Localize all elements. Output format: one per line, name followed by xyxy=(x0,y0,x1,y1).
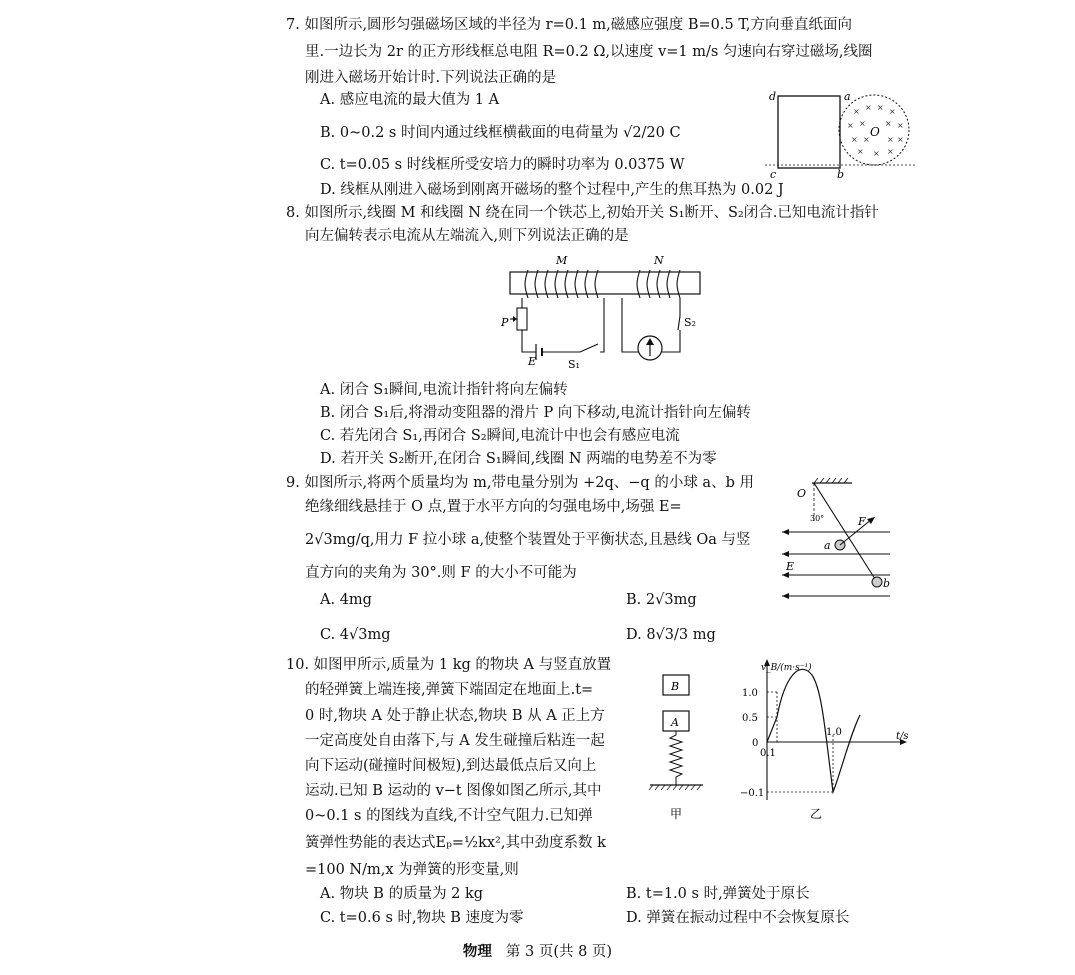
footer-page-number: 第 3 页(共 8 页) xyxy=(505,944,613,960)
q7-label-b: b xyxy=(837,168,845,180)
q9-label-o: O xyxy=(797,487,807,500)
q8-line1: 8. 如图所示,线圈 M 和线圈 N 绕在同一个铁芯上,初始开关 S₁断开、S₂闭合.已知电流计指针 xyxy=(286,205,879,221)
q10-option-c: C. t=0.6 s 时,物块 B 速度为零 xyxy=(320,910,524,926)
svg-text:×: × xyxy=(897,121,904,130)
q10-yi-tick-0: 0 xyxy=(752,738,759,749)
q8-label-n: N xyxy=(654,254,664,267)
q9-label-e: E xyxy=(786,560,795,573)
svg-text:×: × xyxy=(851,135,858,144)
q10-yi-tick-1-0x: 1.0 xyxy=(826,727,842,738)
q8-option-a: A. 闭合 S₁瞬间,电流计指针将向左偏转 xyxy=(320,382,568,398)
svg-text:×: × xyxy=(859,119,866,128)
page-footer xyxy=(0,940,1075,961)
q10-caption-yi: 乙 xyxy=(810,807,823,821)
q7-line2: 里.一边长为 2r 的正方形线框总电阻 R=0.2 Ω,以速度 v=1 m/s 匀速向右穿过磁场,线圈 xyxy=(305,44,873,60)
svg-text:×: × xyxy=(885,119,892,128)
q9-line4: 直方向的夹角为 30°.则 F 的大小不可能为 xyxy=(305,565,577,581)
q9-line3: 2√3mg/q,用力 F 拉小球 a,使整个装置处于平衡状态,且悬线 Oa 与竖 xyxy=(305,532,751,548)
q9-option-a: A. 4mg xyxy=(320,592,372,608)
q9-label-b: b xyxy=(883,577,891,590)
q7-label-c: c xyxy=(770,168,777,180)
q8-option-b: B. 闭合 S₁后,将滑动变阻器的滑片 P 向下移动,电流计指针向左偏转 xyxy=(320,405,751,421)
q10-caption-jia: 甲 xyxy=(670,807,683,821)
q10-line6: 运动.已知 B 运动的 v−t 图像如图乙所示,其中 xyxy=(305,783,602,799)
svg-text:×: × xyxy=(873,149,880,158)
q10-option-b: B. t=1.0 s 时,弹簧处于原长 xyxy=(626,886,810,902)
q7-figure xyxy=(765,88,915,180)
q10-block-b-label: B xyxy=(671,680,680,693)
q7-option-b: B. 0~0.2 s 时间内通过线框横截面的电荷量为 √2/20 C xyxy=(320,125,681,141)
footer-subject: 物理 xyxy=(462,943,492,960)
q10-line3: 0 时,物块 A 处于静止状态,物块 B 从 A 正上方 xyxy=(305,708,605,724)
q10-option-d: D. 弹簧在振动过程中不会恢复原长 xyxy=(626,910,850,926)
svg-text:×: × xyxy=(863,135,870,144)
q8-label-s2: S₂ xyxy=(684,316,696,329)
q9-label-a: a xyxy=(824,539,831,552)
q10-line2: 的轻弹簧上端连接,弹簧下端固定在地面上.t= xyxy=(305,682,594,698)
q10-figure-yi xyxy=(740,655,920,825)
q10-figure-jia xyxy=(645,665,715,825)
q7-option-d: D. 线框从刚进入磁场到刚离开磁场的整个过程中,产生的焦耳热为 0.02 J xyxy=(320,182,784,198)
q9-figure xyxy=(772,475,912,605)
q8-label-m: M xyxy=(556,254,568,267)
q10-yi-ylabel: v_B/(m·s⁻¹) xyxy=(761,663,812,673)
q8-label-e: E xyxy=(528,355,537,368)
q7-line3: 刚进入磁场开始计时.下列说法正确的是 xyxy=(305,70,557,86)
q8-label-s1: S₁ xyxy=(568,358,580,370)
q10-yi-tick-0-5: 0.5 xyxy=(742,713,758,724)
svg-text:×: × xyxy=(887,135,894,144)
q10-yi-tick-neg: −0.1 xyxy=(740,788,765,799)
svg-text:×: × xyxy=(877,103,884,112)
q8-label-p: P xyxy=(501,316,509,329)
svg-text:×: × xyxy=(897,135,904,144)
q9-line2: 绝缘细线悬挂于 O 点,置于水平方向的匀强电场中,场强 E= xyxy=(305,499,682,515)
q10-yi-tick-0-1: 0.1 xyxy=(760,748,776,759)
q9-option-d: D. 8√3/3 mg xyxy=(626,627,716,643)
svg-text:×: × xyxy=(847,121,854,130)
q7-option-a: A. 感应电流的最大值为 1 A xyxy=(320,92,500,108)
q10-option-a: A. 物块 B 的质量为 2 kg xyxy=(320,886,484,902)
q7-label-o: O xyxy=(870,125,880,139)
q10-line7: 0~0.1 s 的图线为直线,不计空气阻力.已知弹 xyxy=(305,808,593,824)
q10-line8: 簧弹性势能的表达式Eₚ=½kx²,其中劲度系数 k xyxy=(305,835,606,851)
svg-text:×: × xyxy=(853,107,860,116)
q10-line4: 一定高度处自由落下,与 A 发生碰撞后粘连一起 xyxy=(305,733,605,749)
q7-line1: 7. 如图所示,圆形匀强磁场区域的半径为 r=0.1 m,磁感应强度 B=0.5 T,方向垂直纸面向 xyxy=(286,17,853,33)
q8-option-d: D. 若开关 S₂断开,在闭合 S₁瞬间,线圈 N 两端的电势差不为零 xyxy=(320,451,717,467)
q10-block-a-label: A xyxy=(671,716,679,729)
svg-text:×: × xyxy=(889,107,896,116)
q7-label-d: d xyxy=(769,90,777,103)
q10-yi-xlabel: t/s xyxy=(896,731,909,742)
q10-yi-tick-1-0: 1.0 xyxy=(742,688,758,699)
q9-label-f: F xyxy=(858,515,866,528)
q8-line2: 向左偏转表示电流从左端流入,则下列说法正确的是 xyxy=(305,228,629,244)
q9-label-angle: 30° xyxy=(810,514,825,523)
q9-line1: 9. 如图所示,将两个质量均为 m,带电量分别为 +2q、−q 的小球 a、b 用 xyxy=(286,475,754,491)
q10-line5: 向下运动(碰撞时间极短),到达最低点后又向上 xyxy=(305,758,597,774)
q7-option-c: C. t=0.05 s 时线框所受安培力的瞬时功率为 0.0375 W xyxy=(320,157,685,173)
q10-line1: 10. 如图甲所示,质量为 1 kg 的物块 A 与竖直放置 xyxy=(286,657,612,673)
q8-figure xyxy=(500,252,705,370)
q8-option-c: C. 若先闭合 S₁,再闭合 S₂瞬间,电流计中也会有感应电流 xyxy=(320,428,680,444)
q7-label-a: a xyxy=(844,90,851,103)
svg-text:×: × xyxy=(887,147,894,156)
svg-text:×: × xyxy=(857,147,864,156)
q10-line9: =100 N/m,x 为弹簧的形变量,则 xyxy=(305,862,519,878)
q9-option-b: B. 2√3mg xyxy=(626,592,697,608)
q9-option-c: C. 4√3mg xyxy=(320,627,391,643)
svg-text:×: × xyxy=(865,103,872,112)
